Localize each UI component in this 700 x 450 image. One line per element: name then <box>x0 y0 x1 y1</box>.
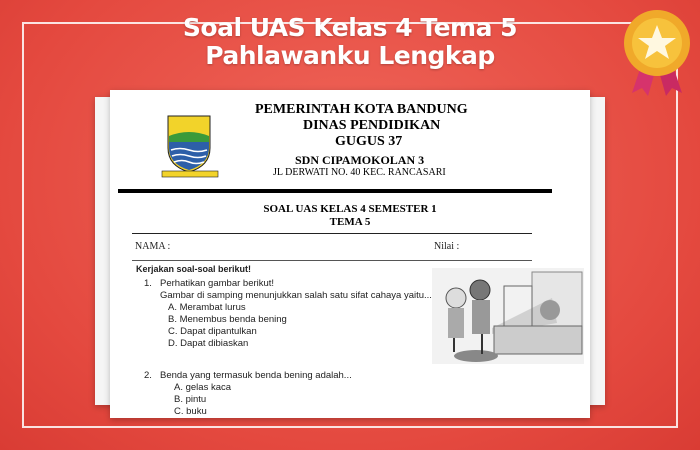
name-field-label: NAMA : <box>135 241 171 252</box>
award-badge-icon <box>622 8 692 98</box>
title-line-2: Pahlawanku Lengkap <box>205 41 495 70</box>
bandung-crest-logo <box>160 114 220 180</box>
exam-title: SOAL UAS KELAS 4 SEMESTER 1 <box>263 203 437 215</box>
q1-option: D. Dapat dibiaskan <box>168 338 249 349</box>
score-field-label: Nilai : <box>434 241 460 252</box>
light-experiment-illustration <box>432 268 584 364</box>
exam-theme: TEMA 5 <box>329 216 371 228</box>
title-line-1: Soal UAS Kelas 4 Tema 5 <box>182 13 518 42</box>
school-name: SDN CIPAMOKOLAN 3 <box>295 153 425 167</box>
page-title <box>0 14 700 70</box>
header-divider <box>118 189 552 193</box>
school-address: JL DERWATI NO. 40 KEC. RANCASARI <box>273 167 446 178</box>
q2-option: A. gelas kaca <box>174 382 232 393</box>
q1-option: B. Menembus benda bening <box>168 314 287 325</box>
q1-line2: Gambar di samping menunjukkan salah satu sifat cahaya yaitu... <box>160 290 432 301</box>
q1-number: 1. <box>144 278 152 289</box>
q2-number: 2. <box>144 370 152 381</box>
department-name: DINAS PENDIDIKAN <box>303 118 441 133</box>
org-name: PEMERINTAH KOTA BANDUNG <box>255 102 468 117</box>
divider <box>132 260 532 261</box>
q2-option: C. buku <box>174 406 207 417</box>
q1-option: C. Dapat dipantulkan <box>168 326 257 337</box>
q2-option: B. pintu <box>174 394 207 405</box>
q2-text: Benda yang termasuk benda bening adalah... <box>160 370 352 381</box>
q1-line1: Perhatikan gambar berikut! <box>160 278 275 289</box>
instruction: Kerjakan soal-soal berikut! <box>136 264 252 274</box>
exam-paper <box>110 90 590 418</box>
divider <box>132 233 532 234</box>
q1-option: A. Merambat lurus <box>168 302 246 313</box>
cluster-name: GUGUS 37 <box>335 134 403 149</box>
